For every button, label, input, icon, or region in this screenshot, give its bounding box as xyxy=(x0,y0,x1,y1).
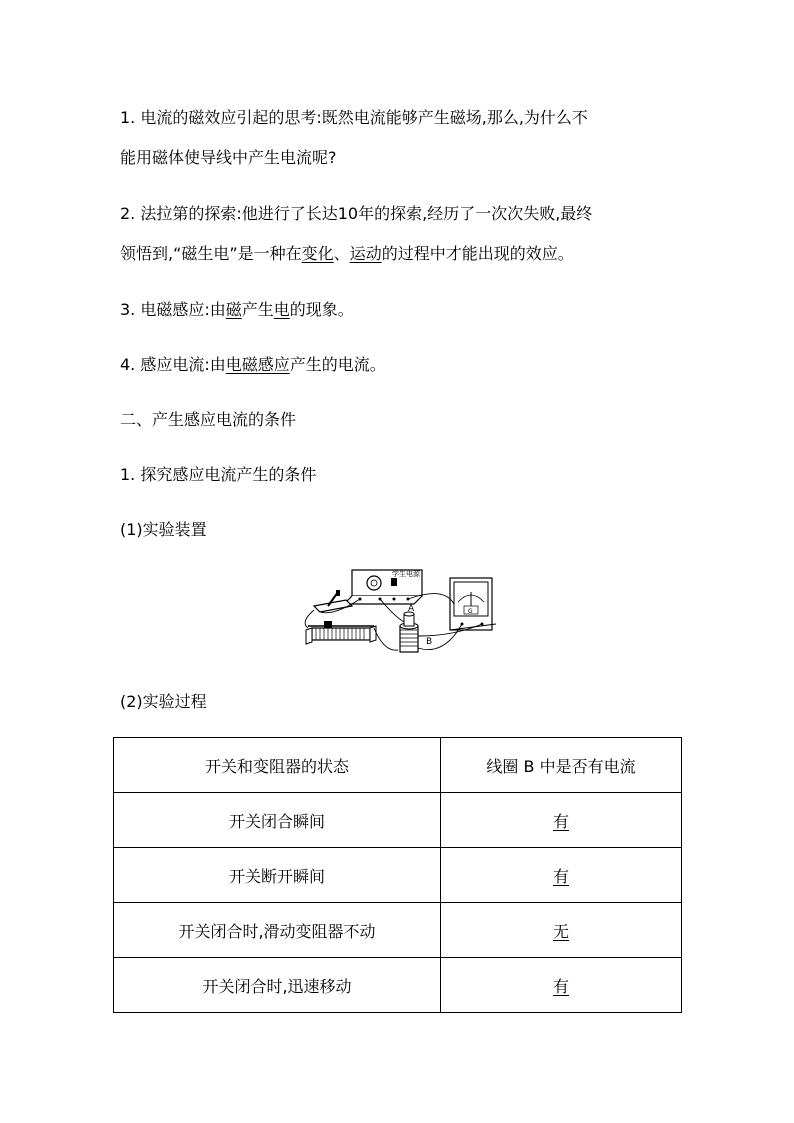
subheading-1: 1. 探究感应电流产生的条件 xyxy=(120,465,317,484)
para-2-line-2 xyxy=(120,244,574,264)
underlined-answer: 磁 xyxy=(225,300,242,319)
table-row xyxy=(114,848,682,903)
para-1-line-2: 能用磁体使导线中产生电流呢? xyxy=(120,148,337,167)
coil-b-label: B xyxy=(426,637,433,647)
underlined-answer: 电 xyxy=(273,300,290,319)
header-cell: 开关和变阻器的状态 xyxy=(114,738,441,793)
para-3 xyxy=(120,300,354,320)
state-cell: 开关断开瞬间 xyxy=(114,848,441,903)
answer-cell xyxy=(441,958,682,1013)
power-supply xyxy=(344,569,422,604)
text-segment: 、 xyxy=(333,244,350,263)
answer-cell xyxy=(441,848,682,903)
experiment-apparatus-figure xyxy=(294,566,502,666)
underlined-answer: 有 xyxy=(552,976,569,996)
state-cell: 开关闭合时,迅速移动 xyxy=(114,958,441,1013)
underlined-answer: 电磁感应 xyxy=(225,355,290,374)
subheading-process: (2)实验过程 xyxy=(120,692,207,711)
table-row xyxy=(114,793,682,848)
para-4 xyxy=(120,355,386,375)
state-cell: 开关闭合瞬间 xyxy=(114,793,441,848)
subheading-apparatus: (1)实验装置 xyxy=(120,520,207,539)
power-supply-label: 学生电源 xyxy=(392,570,420,578)
coil-a-label: A xyxy=(408,604,415,614)
table-header-row xyxy=(114,738,682,793)
table-row xyxy=(114,958,682,1013)
underlined-answer: 运动 xyxy=(349,244,382,263)
rheostat xyxy=(306,621,376,644)
para-2-line-1: 2. 法拉第的探索:他进行了长达10年的探索,经历了一次次失败,最终 xyxy=(120,204,593,223)
underlined-answer: 有 xyxy=(552,866,569,886)
answer-cell xyxy=(441,793,682,848)
text-segment: 4. 感应电流:由 xyxy=(120,355,226,374)
underlined-answer: 无 xyxy=(552,921,569,941)
knife-switch xyxy=(314,590,352,612)
text-segment: 的现象。 xyxy=(289,300,354,319)
experiment-process-table xyxy=(113,737,682,1013)
section-heading: 二、产生感应电流的条件 xyxy=(120,410,297,429)
answer-cell xyxy=(441,903,682,958)
underlined-answer: 有 xyxy=(552,811,569,831)
para-1-line-1: 1. 电流的磁效应引起的思考:既然电流能够产生磁场,那么,为什么不 xyxy=(120,108,588,127)
underlined-answer: 变化 xyxy=(301,244,334,263)
text-segment: 产生 xyxy=(241,300,274,319)
galvanometer xyxy=(450,578,496,630)
header-cell: 线圈 B 中是否有电流 xyxy=(441,738,682,793)
table-row xyxy=(114,903,682,958)
text-segment: 3. 电磁感应:由 xyxy=(120,300,226,319)
coil-assembly xyxy=(400,604,432,652)
text-segment: 领悟到,“磁生电”是一种在 xyxy=(120,244,302,263)
galvanometer-label: G xyxy=(468,608,473,615)
state-cell: 开关闭合时,滑动变阻器不动 xyxy=(114,903,441,958)
text-segment: 的过程中才能出现的效应。 xyxy=(381,244,574,263)
text-segment: 产生的电流。 xyxy=(289,355,386,374)
